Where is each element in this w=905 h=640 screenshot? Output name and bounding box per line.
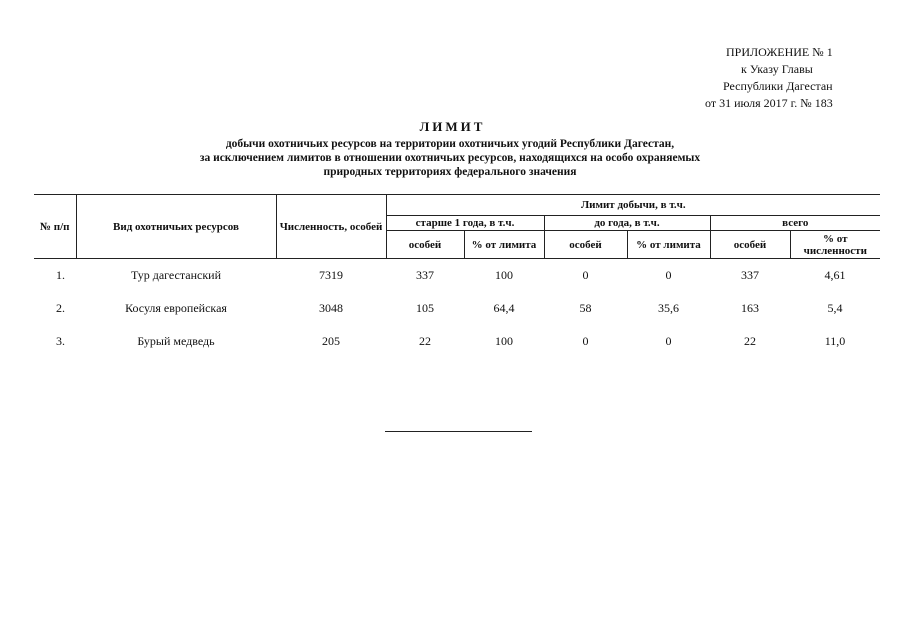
cell-total-animals: 22 — [744, 334, 756, 348]
cell-under-pct: 0 — [665, 268, 672, 282]
cell-total-pct: 4,61 — [824, 268, 846, 282]
closing-rule — [385, 431, 532, 432]
header-species: Вид охотничьих ресурсов — [76, 195, 276, 259]
cell-population: 3048 — [319, 301, 343, 315]
appendix-decree-ref: к Указу Главы — [741, 62, 813, 76]
subtitle-line-2: за исключением лимитов в отношении охотничьих ресурсов, находящихся на особо охраняемых — [199, 152, 701, 164]
cell-over-pct: 64,4 — [493, 301, 515, 315]
header-over-pct: % от лимита — [464, 231, 544, 259]
header-total-animals: особей — [710, 231, 790, 259]
document-subtitle — [150, 137, 750, 179]
header-over-one-year: старше 1 года, в т.ч. — [386, 216, 544, 231]
cell-over-pct: 100 — [495, 268, 513, 282]
cell-under-animals: 0 — [582, 268, 589, 282]
table-row — [34, 292, 880, 325]
table-row — [34, 259, 880, 293]
appendix-block — [700, 44, 890, 112]
header-population: Численность, особей — [276, 195, 386, 259]
document-title: ЛИМИТ — [419, 119, 486, 134]
cell-under-pct: 0 — [665, 334, 672, 348]
appendix-republic: Республики Дагестан — [723, 79, 833, 93]
header-under-animals: особей — [544, 231, 627, 259]
cell-species: Тур дагестанский — [130, 268, 222, 282]
header-limit: Лимит добычи, в т.ч. — [386, 195, 880, 216]
subtitle-line-1: добычи охотничьих ресурсов на территории охотничьих угодий Республики Дагестан, — [225, 138, 675, 150]
cell-over-animals: 22 — [419, 334, 431, 348]
header-num: № п/п — [34, 195, 76, 259]
cell-population: 205 — [322, 334, 340, 348]
cell-population: 7319 — [319, 268, 343, 282]
cell-total-animals: 337 — [741, 268, 759, 282]
cell-total-pct: 11,0 — [824, 334, 846, 348]
cell-total-animals: 163 — [741, 301, 759, 315]
header-total-pct: % от численности — [790, 231, 880, 259]
header-total: всего — [710, 216, 880, 231]
header-over-animals: особей — [386, 231, 464, 259]
cell-num: 1. — [56, 268, 65, 282]
cell-species: Бурый медведь — [137, 334, 215, 348]
appendix-heading: ПРИЛОЖЕНИЕ № 1 — [726, 45, 833, 59]
cell-under-animals: 0 — [582, 334, 589, 348]
cell-num: 2. — [56, 301, 65, 315]
cell-total-pct: 5,4 — [827, 301, 843, 315]
cell-species: Косуля европейская — [125, 301, 227, 315]
cell-over-animals: 105 — [416, 301, 434, 315]
cell-num: 3. — [56, 334, 65, 348]
cell-over-pct: 100 — [495, 334, 513, 348]
table-row — [34, 325, 880, 358]
cell-under-pct: 35,6 — [658, 301, 679, 315]
header-under-one-year: до года, в т.ч. — [544, 216, 710, 231]
header-under-pct: % от лимита — [627, 231, 710, 259]
cell-under-animals: 58 — [579, 301, 592, 315]
limits-table — [34, 194, 880, 358]
subtitle-line-3: природных территориях федерального значения — [323, 166, 577, 178]
cell-over-animals: 337 — [416, 268, 434, 282]
appendix-date: от 31 июля 2017 г. № 183 — [705, 96, 833, 110]
